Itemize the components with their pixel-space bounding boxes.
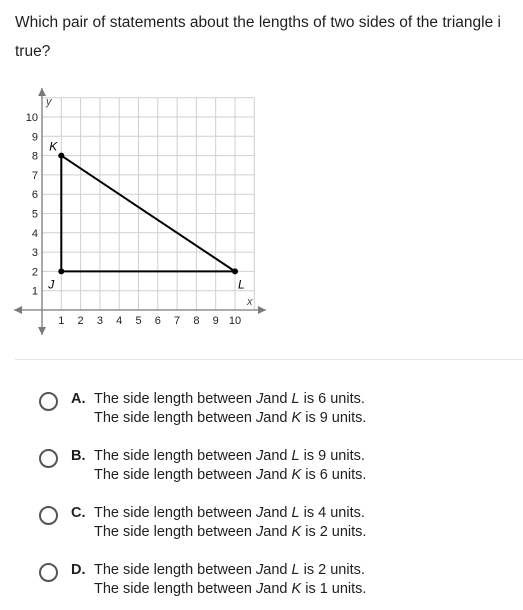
y-tick-label: 6 bbox=[31, 189, 38, 202]
y-tick-label: 2 bbox=[31, 266, 38, 279]
x-tick-label: 4 bbox=[116, 315, 123, 327]
option-c[interactable] bbox=[39, 503, 509, 547]
y-axis-arrow-down bbox=[38, 327, 46, 335]
y-tick-label: 9 bbox=[31, 131, 38, 144]
option-a[interactable] bbox=[39, 389, 509, 433]
option-letter: A. bbox=[71, 391, 86, 407]
question-text bbox=[15, 8, 523, 66]
option-d-statement-2: The side length between Jand K is 1 units. bbox=[94, 581, 367, 597]
vertex-point-l bbox=[232, 268, 238, 274]
x-tick-label: 2 bbox=[77, 315, 84, 327]
option-letter: C. bbox=[71, 505, 86, 521]
y-tick-label: 1 bbox=[31, 285, 38, 298]
question-line-1: Which pair of statements about the lengths of two sides of the triangle i bbox=[15, 14, 501, 31]
option-c-statement-1: The side length between Jand L is 4 units. bbox=[94, 505, 365, 521]
x-axis-label: x bbox=[247, 296, 253, 308]
x-tick-label: 7 bbox=[174, 315, 181, 327]
x-axis-arrow-right bbox=[258, 306, 266, 314]
y-axis-arrow-up bbox=[38, 88, 46, 96]
coordinate-graph bbox=[0, 80, 275, 342]
y-tick-label: 7 bbox=[31, 169, 38, 182]
y-tick-label: 5 bbox=[31, 208, 38, 221]
option-b[interactable] bbox=[39, 446, 509, 490]
y-tick-label: 8 bbox=[31, 150, 38, 163]
x-axis-arrow-left bbox=[14, 306, 22, 314]
x-tick-label: 10 bbox=[228, 315, 242, 327]
vertex-label-l: L bbox=[238, 277, 245, 292]
radio-button-b[interactable] bbox=[39, 449, 58, 468]
x-tick-label: 8 bbox=[193, 315, 200, 327]
y-axis-label: y bbox=[46, 96, 52, 108]
vertex-label-k: K bbox=[49, 139, 58, 154]
radio-button-c[interactable] bbox=[39, 506, 58, 525]
option-a-statement-2: The side length between Jand K is 9 units. bbox=[94, 410, 367, 426]
y-tick-label: 4 bbox=[31, 227, 38, 240]
option-c-statement-2: The side length between Jand K is 2 units. bbox=[94, 524, 367, 540]
option-a-statement-1: The side length between Jand L is 6 units. bbox=[94, 391, 365, 407]
x-tick-label: 6 bbox=[154, 315, 161, 327]
x-tick-label: 1 bbox=[58, 315, 65, 327]
radio-button-d[interactable] bbox=[39, 563, 58, 582]
x-tick-label: 5 bbox=[135, 315, 142, 327]
x-tick-label: 3 bbox=[96, 315, 103, 327]
vertex-point-j bbox=[58, 268, 64, 274]
option-b-statement-1: The side length between Jand L is 9 units. bbox=[94, 448, 365, 464]
y-tick-label: 10 bbox=[25, 112, 38, 124]
option-letter: D. bbox=[71, 562, 86, 578]
option-d-statement-1: The side length between Jand L is 2 units. bbox=[94, 562, 365, 578]
option-d[interactable] bbox=[39, 560, 509, 604]
y-tick-label: 3 bbox=[31, 247, 38, 260]
radio-button-a[interactable] bbox=[39, 392, 58, 411]
vertex-point-k bbox=[58, 153, 64, 159]
x-tick-label: 9 bbox=[212, 315, 219, 327]
divider bbox=[15, 359, 523, 360]
vertex-label-j: J bbox=[48, 277, 55, 292]
option-b-statement-2: The side length between Jand K is 6 units. bbox=[94, 467, 367, 483]
option-letter: B. bbox=[71, 448, 86, 464]
question-line-2: true? bbox=[15, 43, 51, 60]
